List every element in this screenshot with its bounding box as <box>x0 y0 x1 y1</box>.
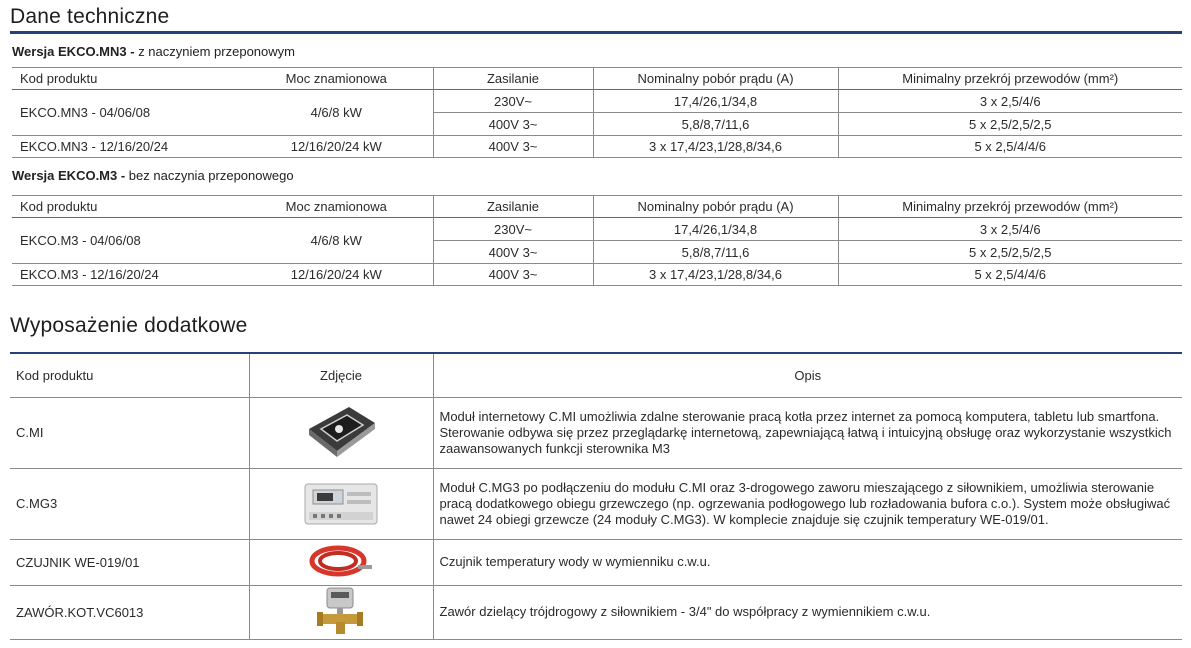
temperature-sensor-photo <box>306 541 376 584</box>
wire-cell: 3 x 2,5/4/6 <box>838 90 1182 113</box>
table-row <box>10 585 1182 639</box>
power-cell: 12/16/20/24 kW <box>240 136 433 158</box>
mixing-module-photo <box>299 472 383 535</box>
product-photo-cell <box>249 585 433 639</box>
current-cell: 17,4/26,1/34,8 <box>593 90 838 113</box>
code-cell: EKCO.MN3 - 04/06/08 <box>12 90 240 136</box>
product-photo-cell <box>249 468 433 539</box>
wire-cell: 5 x 2,5/2,5/2,5 <box>838 113 1182 136</box>
product-code: C.MI <box>10 397 249 468</box>
current-cell: 3 x 17,4/23,1/28,8/34,6 <box>593 136 838 158</box>
code-cell: EKCO.M3 - 04/06/08 <box>12 218 240 264</box>
supply-cell: 400V 3~ <box>433 113 593 136</box>
product-photo-cell <box>249 397 433 468</box>
product-description: Czujnik temperatury wody w wymienniku c.w.u. <box>433 539 1182 585</box>
header-code: Kod produktu <box>10 353 249 397</box>
current-cell: 17,4/26,1/34,8 <box>593 218 838 241</box>
header-power: Moc znamionowa <box>240 196 433 218</box>
code-cell: EKCO.M3 - 12/16/20/24 <box>12 264 240 286</box>
power-cell: 12/16/20/24 kW <box>240 264 433 286</box>
supply-cell: 400V 3~ <box>433 264 593 286</box>
product-code: C.MG3 <box>10 468 249 539</box>
accessories-section-title: Wyposażenie dodatkowe <box>10 314 248 337</box>
supply-cell: 400V 3~ <box>433 241 593 264</box>
table-row <box>12 90 1182 113</box>
power-cell: 4/6/8 kW <box>240 90 433 136</box>
table-row <box>12 136 1182 158</box>
current-cell: 3 x 17,4/23,1/28,8/34,6 <box>593 264 838 286</box>
spec-table-m3 <box>12 195 1182 286</box>
power-cell: 4/6/8 kW <box>240 218 433 264</box>
header-wire: Minimalny przekrój przewodów (mm²) <box>838 68 1182 90</box>
table-row <box>10 539 1182 585</box>
internet-module-photo <box>303 401 379 464</box>
code-cell: EKCO.MN3 - 12/16/20/24 <box>12 136 240 158</box>
supply-cell: 230V~ <box>433 90 593 113</box>
product-photo-cell <box>249 539 433 585</box>
spec-table-mn3 <box>12 67 1182 158</box>
product-code: ZAWÓR.KOT.VC6013 <box>10 585 249 639</box>
wire-cell: 5 x 2,5/4/4/6 <box>838 136 1182 158</box>
product-code: CZUJNIK WE-019/01 <box>10 539 249 585</box>
wire-cell: 5 x 2,5/2,5/2,5 <box>838 241 1182 264</box>
supply-cell: 230V~ <box>433 218 593 241</box>
accessories-table <box>10 352 1182 640</box>
header-description: Opis <box>433 353 1182 397</box>
table-row <box>12 264 1182 286</box>
header-power: Moc znamionowa <box>240 68 433 90</box>
current-cell: 5,8/8,7/11,6 <box>593 113 838 136</box>
valve-photo <box>309 586 373 639</box>
header-photo: Zdjęcie <box>249 353 433 397</box>
wire-cell: 5 x 2,5/4/4/6 <box>838 264 1182 286</box>
supply-cell: 400V 3~ <box>433 136 593 158</box>
product-description: Zawór dzielący trójdrogowy z siłownikiem - 3/4" do współpracy z wymiennikiem c.w.u. <box>433 585 1182 639</box>
product-description: Moduł internetowy C.MI umożliwia zdalne sterowanie pracą kotła przez internet za pomocą komputera, tabletu lub smartfona. Sterowanie odbywa się przez przeglądarkę internetową, zapewniającą łatwą i intuicyjną obsługę oraz wykorzystanie wszystkich zaawansowanych funkcji sterownika M3 <box>433 397 1182 468</box>
product-description: Moduł C.MG3 po podłączeniu do modułu C.MI oraz 3-drogowego zaworu mieszającego z siłownikiem, umożliwia sterowanie pracą dodatkowego obiegu grzewczego (np. ogrzewania podłogowego lub rozładowania bufora c.o.). System może obsługiwać nawet 24 obiegi grzewcze (24 moduły C.MG3). W komplecie znajduje się czujnik temperatury WE-019/01. <box>433 468 1182 539</box>
header-current: Nominalny pobór prądu (A) <box>593 68 838 90</box>
header-current: Nominalny pobór prądu (A) <box>593 196 838 218</box>
current-cell: 5,8/8,7/11,6 <box>593 241 838 264</box>
header-supply: Zasilanie <box>433 196 593 218</box>
header-wire: Minimalny przekrój przewodów (mm²) <box>838 196 1182 218</box>
header-supply: Zasilanie <box>433 68 593 90</box>
tech-title-rule <box>10 31 1182 34</box>
version-m3-label: Wersja EKCO.M3 - bez naczynia przeponowego <box>12 168 294 183</box>
header-code: Kod produktu <box>12 196 240 218</box>
table-row <box>10 468 1182 539</box>
table-row <box>12 218 1182 241</box>
header-code: Kod produktu <box>12 68 240 90</box>
tech-section-title: Dane techniczne <box>10 5 170 28</box>
version-mn3-label: Wersja EKCO.MN3 - z naczyniem przeponowym <box>12 44 295 59</box>
table-row <box>10 397 1182 468</box>
wire-cell: 3 x 2,5/4/6 <box>838 218 1182 241</box>
